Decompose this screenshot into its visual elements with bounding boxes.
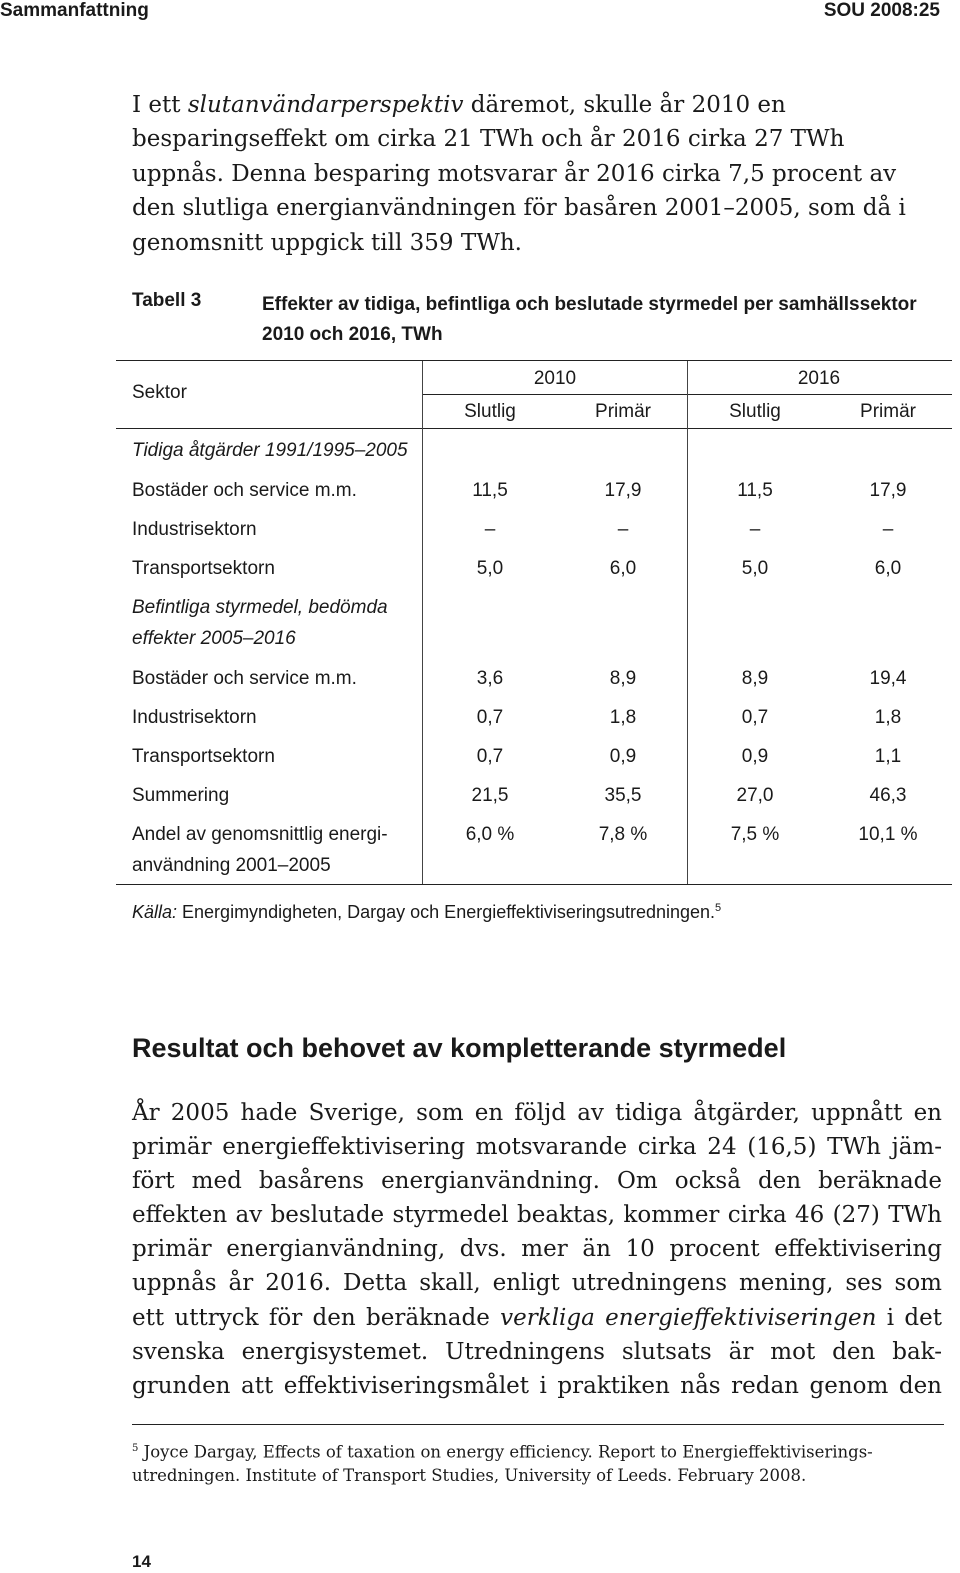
table-source — [132, 902, 721, 923]
section-line: grunden att effektiviseringsmålet i praktiken nås redan genom den — [132, 1372, 942, 1399]
table-cell: – — [882, 519, 894, 540]
table-cell: 17,9 — [869, 480, 907, 501]
table-header-sektor: Sektor — [132, 382, 187, 403]
table-cell: 17,9 — [604, 480, 642, 501]
table-col-slutlig-2016: Slutlig — [729, 401, 781, 422]
table-row-label: Summering — [132, 785, 230, 806]
table-header-year-2010: 2010 — [533, 368, 577, 389]
table-cell: 8,9 — [741, 668, 769, 689]
table-cell: 3,6 — [476, 668, 504, 689]
intro-paragraph — [132, 88, 942, 260]
intro-emphasis: slutanvändarperspektiv — [187, 92, 464, 118]
table-cell: 46,3 — [869, 785, 907, 806]
table-group-existing-measures: Befintliga styrmedel, bedömda — [132, 597, 388, 618]
table-row-label: Industrisektorn — [132, 519, 257, 540]
table-header-rule — [116, 428, 952, 429]
table-divider-2 — [687, 361, 688, 884]
footnote-ref-link[interactable]: 5 — [715, 902, 722, 914]
table-cell: – — [617, 519, 629, 540]
table-row-label: Bostäder och service m.m. — [132, 480, 357, 501]
table-cell: 0,7 — [741, 707, 769, 728]
table-caption: Effekter av tidiga, befintliga och beslutade styrmedel per samhällssektor 2010 och 2016, TWh — [262, 294, 917, 345]
table-divider-1 — [422, 361, 423, 884]
section-line: ett uttryck för den beräknade verkliga energieffektiviseringen i det — [132, 1304, 942, 1331]
footnote-number: 5 — [132, 1443, 139, 1454]
table-cell: 0,7 — [476, 746, 504, 767]
table-cell: 35,5 — [604, 785, 642, 806]
intro-line-1: I ett slutanvändarperspektiv däremot, skulle år 2010 en — [132, 92, 786, 118]
table-header-year-2016: 2016 — [797, 368, 841, 389]
table-cell: 1,1 — [874, 746, 902, 767]
running-header-section: Sammanfattning — [0, 0, 149, 21]
table-cell: 8,9 — [609, 668, 637, 689]
section-emphasis: verkliga energieffektiviseringen — [500, 1304, 877, 1331]
section-line: svenska energisystemet. Utredningens slutsats är mot den bak- — [132, 1338, 942, 1365]
table-cell: 0,9 — [609, 746, 637, 767]
footnote — [132, 1437, 944, 1487]
table-cell: 1,8 — [609, 707, 637, 728]
table-cell: 10,1 % — [858, 824, 918, 845]
footnote-rule — [132, 1424, 944, 1425]
source-text: Energimyndigheten, Dargay och Energieffektiviseringsutredningen. — [177, 902, 716, 922]
intro-line-3: uppnås. Denna besparing motsvarar år 2016 cirka 7,5 procent av — [132, 160, 897, 187]
section-line: primär energianvändning, dvs. mer än 10 procent effektivisering — [132, 1236, 942, 1263]
table-cell: 6,0 — [874, 558, 902, 579]
table-cell: 6,0 % — [465, 824, 515, 845]
source-label: Källa: — [132, 902, 178, 922]
table-cell: 5,0 — [476, 558, 504, 579]
table-top-rule — [116, 360, 952, 361]
table-cell: 5,0 — [741, 558, 769, 579]
running-header-report-id: SOU 2008:25 — [823, 0, 940, 21]
table-label: Tabell 3 — [132, 290, 202, 311]
table-row-label: Bostäder och service m.m. — [132, 668, 357, 689]
table-group-existing-measures-cont: effekter 2005–2016 — [132, 628, 296, 649]
table-cell: 1,8 — [874, 707, 902, 728]
table-cell: 21,5 — [471, 785, 509, 806]
footnote-line-2: utredningen. Institute of Transport Studies, University of Leeds. February 2008. — [132, 1465, 807, 1485]
table-cell: 6,0 — [609, 558, 637, 579]
intro-line-2: besparingseffekt om cirka 21 TWh och år 2016 cirka 27 TWh — [132, 126, 845, 153]
table-cell: 7,8 % — [598, 824, 648, 845]
table-row-label: Transportsektorn — [132, 558, 275, 579]
table-col-primar-2010: Primär — [595, 401, 651, 422]
intro-line-5: genomsnitt uppgick till 359 TWh. — [132, 229, 522, 256]
table-row-label: Transportsektorn — [132, 746, 275, 767]
intro-line-4: den slutliga energianvändningen för basåren 2001–2005, som då i — [132, 195, 906, 222]
section-line: primär energieffektivisering motsvarande cirka 24 (16,5) TWh jäm- — [132, 1134, 942, 1161]
section-paragraph — [132, 1096, 942, 1403]
footnote-line-1: $^5$ Joyce Dargay, Effects of taxation on energy efficiency. Report to Energieffektiviserings- — [132, 1442, 873, 1462]
table-group-early-measures: Tidiga åtgärder 1991/1995–2005 — [132, 440, 408, 461]
table-cell: 11,5 — [737, 480, 773, 501]
table-cell: 11,5 — [472, 480, 508, 501]
table-col-slutlig-2010: Slutlig — [464, 401, 516, 422]
section-line: uppnås år 2016. Detta skall, enligt utredningens mening, ses som — [132, 1270, 942, 1297]
table-col-primar-2016: Primär — [860, 401, 916, 422]
table-cell: 27,0 — [736, 785, 774, 806]
page-number: 14 — [132, 1552, 151, 1571]
table-cell: – — [484, 519, 496, 540]
section-heading: Resultat och behovet av kompletterande styrmedel — [132, 1033, 787, 1063]
table-cell: 19,4 — [869, 668, 907, 689]
table-cell: 0,9 — [741, 746, 769, 767]
section-line: fört med basårens energianvändning. Om också den beräknade — [132, 1168, 942, 1195]
table-bottom-rule — [116, 884, 952, 885]
table-cell: – — [749, 519, 761, 540]
table-row-label: Andel av genomsnittlig energi- — [132, 824, 388, 845]
section-line: År 2005 hade Sverige, som en följd av tidiga åtgärder, uppnått en — [132, 1100, 942, 1126]
table-row-label: Industrisektorn — [132, 707, 257, 728]
section-line: effekten av beslutade styrmedel beaktas, kommer cirka 46 (27) TWh — [132, 1202, 942, 1229]
table-cell: 0,7 — [476, 707, 504, 728]
table-cell: 7,5 % — [730, 824, 780, 845]
table-row-label-cont: användning 2001–2005 — [132, 855, 331, 876]
